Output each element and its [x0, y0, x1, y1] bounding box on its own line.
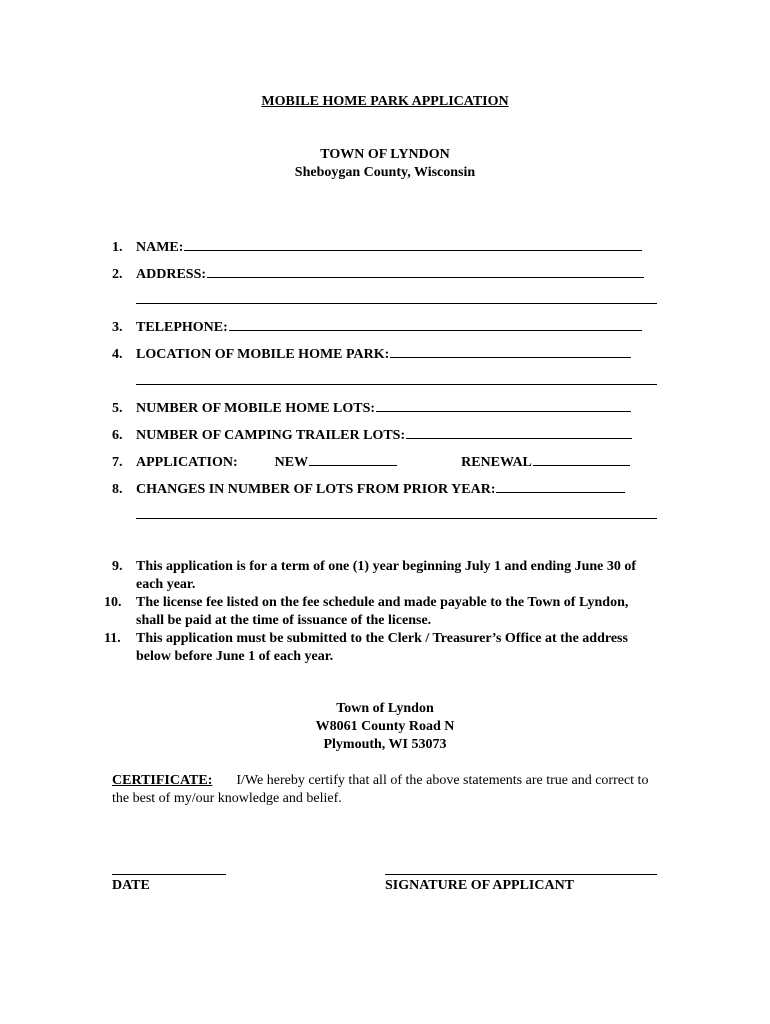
field-number: 8. [112, 482, 123, 497]
renewal-input-line[interactable] [533, 451, 630, 466]
note-text: This application is for a term of one (1) year beginning July 1 and ending June 30 of each year. [136, 559, 637, 592]
note-text: The license fee listed on the fee schedule and made payable to the Town of Lyndon, shall be paid at the time of issuance of the license. [136, 595, 629, 628]
field-application-type [112, 451, 630, 471]
certificate-text: I/We hereby certify that all of the above statements are true and correct to the best of my/our knowledge and belief. [112, 773, 649, 806]
option-new-label: NEW [274, 455, 309, 470]
date-label: DATE [112, 878, 150, 893]
field-mobile-home-lots [112, 397, 631, 417]
field-label: NUMBER OF MOBILE HOME LOTS: [136, 401, 376, 416]
field-camping-trailer-lots [112, 424, 632, 444]
note-number: 11. [104, 631, 121, 646]
field-number: 3. [112, 320, 123, 335]
field-changes-in-lots [112, 478, 625, 498]
telephone-input-line[interactable] [229, 316, 642, 331]
field-number: 1. [112, 240, 123, 255]
field-label: APPLICATION: [136, 455, 238, 470]
location-input-line[interactable] [390, 343, 631, 358]
certificate-label: CERTIFICATE: [112, 773, 213, 788]
field-name [112, 236, 642, 256]
note-item [104, 594, 657, 630]
date-input-line[interactable] [112, 874, 226, 875]
form-title: MOBILE HOME PARK APPLICATION [261, 94, 509, 109]
field-number: 2. [112, 267, 123, 282]
field-address [112, 263, 644, 283]
signature-input-line[interactable] [385, 874, 657, 875]
field-label: NUMBER OF CAMPING TRAILER LOTS: [136, 428, 406, 443]
field-number: 4. [112, 347, 123, 362]
changes-input-line[interactable] [496, 478, 625, 493]
field-location [112, 343, 631, 363]
office-city: Plymouth, WI 53073 [323, 737, 447, 752]
new-input-line[interactable] [309, 451, 397, 466]
field-label: TELEPHONE: [136, 320, 228, 335]
mobile-home-lots-input-line[interactable] [376, 397, 631, 412]
county-name: Sheboygan County, Wisconsin [294, 165, 476, 180]
changes-input-line-2[interactable] [136, 518, 657, 519]
location-input-line-2[interactable] [136, 384, 657, 385]
office-street: W8061 County Road N [315, 719, 455, 734]
field-label: ADDRESS: [136, 267, 207, 282]
field-label: CHANGES IN NUMBER OF LOTS FROM PRIOR YEAR: [136, 482, 496, 497]
camping-trailer-lots-input-line[interactable] [406, 424, 632, 439]
address-input-line-2[interactable] [136, 303, 657, 304]
field-number: 6. [112, 428, 123, 443]
field-number: 7. [112, 455, 123, 470]
note-item [104, 630, 657, 666]
signature-label: SIGNATURE OF APPLICANT [385, 878, 575, 893]
field-label: NAME: [136, 240, 184, 255]
field-label: LOCATION OF MOBILE HOME PARK: [136, 347, 390, 362]
note-item [112, 558, 657, 594]
field-number: 5. [112, 401, 123, 416]
office-name: Town of Lyndon [336, 701, 434, 716]
note-text: This application must be submitted to the Clerk / Treasurer’s Office at the address below before June 1 of each year. [136, 631, 628, 664]
note-number: 10. [104, 595, 122, 610]
name-input-line[interactable] [184, 236, 642, 251]
field-telephone [112, 316, 642, 336]
certificate-statement [112, 772, 657, 808]
address-input-line[interactable] [207, 263, 644, 278]
note-number: 9. [112, 559, 123, 574]
town-name: TOWN OF LYNDON [320, 147, 450, 162]
option-renewal-label: RENEWAL [461, 455, 532, 470]
